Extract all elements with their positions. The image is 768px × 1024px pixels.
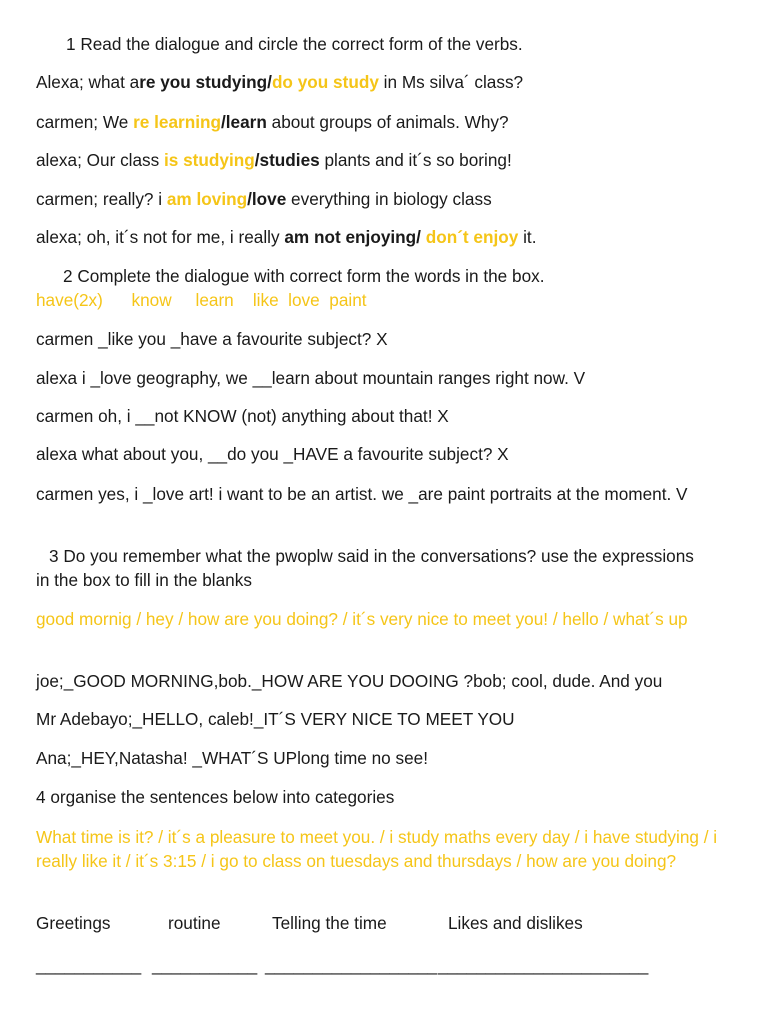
category-routine: routine xyxy=(168,913,221,933)
blank-likes-and-dislikes: ______________________ xyxy=(438,955,649,975)
ex1-line-3-option-a: is studying xyxy=(164,150,255,170)
ex1-line-5-option-b: don´t enjoy xyxy=(425,227,519,247)
blank-routine: ___________ xyxy=(152,955,258,975)
ex1-line-5-prefix: alexa; oh, it´s not for me, i really xyxy=(36,227,285,247)
ex1-line-1-option-a: re you studying/ xyxy=(139,72,272,92)
category-greetings: Greetings xyxy=(36,913,111,933)
ex2-line-3: carmen oh, i __not KNOW (not) anything about that! X xyxy=(36,406,449,426)
exercise-4-word-box: What time is it? / it´s a pleasure to meet you. / i study maths every day / i have studying / i really like it / it´s 3:15 / i go to class on tuesdays and thursdays / how are you doing? xyxy=(36,827,718,871)
ex1-line-1-prefix: Alexa; what a xyxy=(36,72,140,92)
exercise-2-title: 2 Complete the dialogue with correct form the words in the box. xyxy=(63,266,545,286)
ex2-line-5: carmen yes, i _love art! i want to be an artist. we _are paint portraits at the moment. V xyxy=(36,484,688,504)
blank-telling-the-time: __________________ xyxy=(265,955,438,975)
ex1-line-5-suffix: it. xyxy=(518,227,537,247)
exercise-3-word-box: good mornig / hey / how are you doing? / it´s very nice to meet you! / hello / what´s up xyxy=(36,609,688,629)
exercise-2-word-box: have(2x) know learn like love paint xyxy=(36,290,367,310)
ex1-line-2-suffix: about groups of animals. Why? xyxy=(266,112,509,132)
ex3-line-1: joe;_GOOD MORNING,bob._HOW ARE YOU DOOING ?bob; cool, dude. And you xyxy=(36,671,663,691)
ex1-line-3-prefix: alexa; Our class xyxy=(36,150,164,170)
ex1-line-4 xyxy=(36,187,728,211)
ex1-line-4-prefix: carmen; really? i xyxy=(36,189,167,209)
ex1-line-4-option-b: /love xyxy=(247,189,287,209)
exercise-3-title: 3 Do you remember what the pwoplw said in the conversations? use the expressions in the box to fill in the blanks xyxy=(36,546,694,590)
ex1-line-2-prefix: carmen; We xyxy=(36,112,134,132)
ex2-line-4: alexa what about you, __do you _HAVE a favourite subject? X xyxy=(36,444,509,464)
ex1-line-1-option-b: do you study xyxy=(271,72,379,92)
ex1-line-4-option-a: am loving xyxy=(166,189,248,209)
ex1-line-3-option-b: /studies xyxy=(254,150,320,170)
ex1-line-5-option-a: am not enjoying/ xyxy=(284,227,426,247)
ex2-line-2: alexa i _love geography, we __learn about mountain ranges right now. V xyxy=(36,368,586,388)
ex3-line-3: Ana;_HEY,Natasha! _WHAT´S UPlong time no see! xyxy=(36,748,428,768)
blank-greetings: ___________ xyxy=(36,955,142,975)
ex1-line-3-suffix: plants and it´s so boring! xyxy=(319,150,512,170)
ex1-line-2-option-b: /learn xyxy=(221,112,267,132)
ex1-line-2 xyxy=(36,110,728,134)
ex1-line-2-option-a: re learning xyxy=(133,112,221,132)
ex1-line-4-suffix: everything in biology class xyxy=(286,189,492,209)
category-likes-and-dislikes: Likes and dislikes xyxy=(448,913,583,933)
exercise-4-title: 4 organise the sentences below into categories xyxy=(36,787,395,807)
ex1-line-1 xyxy=(36,70,728,94)
exercise-1-title: 1 Read the dialogue and circle the correct form of the verbs. xyxy=(66,34,523,54)
ex1-line-1-suffix: in Ms silva´ class? xyxy=(378,72,524,92)
ex1-line-3 xyxy=(36,148,728,172)
ex2-line-1: carmen _like you _have a favourite subject? X xyxy=(36,329,388,349)
category-telling-the-time: Telling the time xyxy=(272,913,387,933)
ex3-line-2: Mr Adebayo;_HELLO, caleb!_IT´S VERY NICE TO MEET YOU xyxy=(36,709,515,729)
ex1-line-5 xyxy=(36,225,728,249)
